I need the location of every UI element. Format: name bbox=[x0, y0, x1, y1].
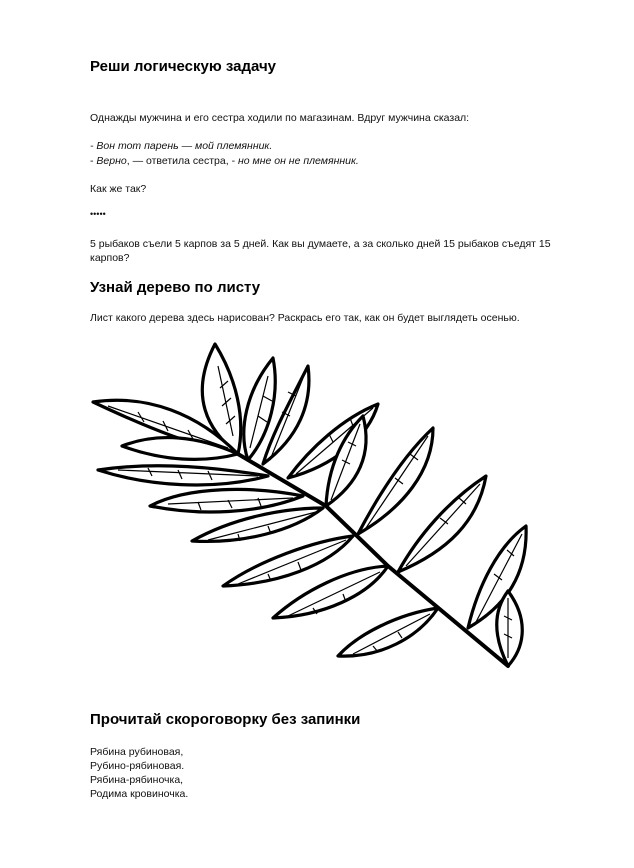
tongue-twister-title: Прочитай скороговорку без запинки bbox=[90, 711, 361, 728]
leaflet bbox=[497, 591, 523, 666]
logic-task-intro: Однажды мужчина и его сестра ходили по магазинам. Вдруг мужчина сказал: bbox=[90, 112, 470, 124]
leaf-task-title: Узнай дерево по листу bbox=[90, 279, 261, 296]
fishermen-task-line2: карпов? bbox=[90, 252, 130, 264]
leaflet bbox=[338, 608, 438, 656]
tongue-twister-line-1: Рябина рубиновая, bbox=[90, 746, 184, 758]
tongue-twister-line-4: Родима кровиночка. bbox=[90, 788, 189, 800]
logic-task-title: Реши логическую задачу bbox=[90, 58, 276, 75]
fishermen-task-line1: 5 рыбаков съели 5 карпов за 5 дней. Как вы думаете, а за сколько дней 15 рыбаков съедят 15 bbox=[90, 238, 551, 250]
logic-question: Как же так? bbox=[90, 183, 147, 195]
leaf-drawing bbox=[88, 336, 538, 686]
tongue-twister-line-2: Рубино-рябиновая. bbox=[90, 760, 185, 772]
separator-dots: ••••• bbox=[90, 209, 106, 219]
rowan-leaf-illustration bbox=[88, 336, 538, 686]
leaf-task-text: Лист какого дерева здесь нарисован? Раскрась его так, как он будет выглядеть осенью. bbox=[90, 312, 520, 324]
tongue-twister-line-3: Рябина-рябиночка, bbox=[90, 774, 184, 786]
dialog-line-1: - Вон тот парень — мой племянник. bbox=[90, 140, 273, 152]
dialog-line-2: - Верно, — ответила сестра, - но мне он не племянник. bbox=[90, 155, 359, 167]
leaflet bbox=[358, 428, 433, 534]
